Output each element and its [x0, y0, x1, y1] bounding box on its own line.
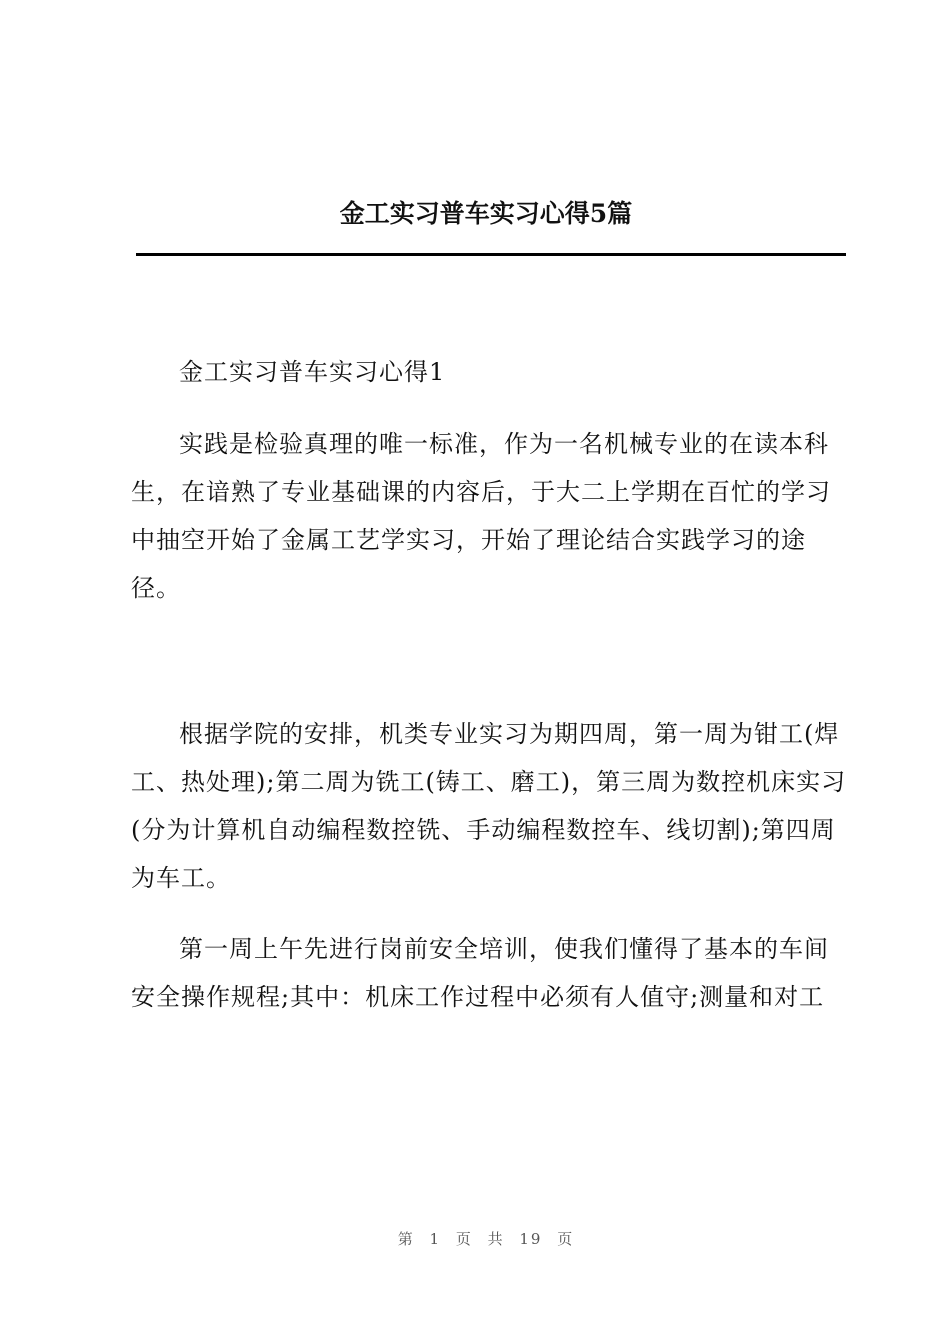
paragraph-1: 实践是检验真理的唯一标准，作为一名机械专业的在读本科生，在谙熟了专业基础课的内容后，于大二上学期在百忙的学习中抽空开始了金属工艺学实习，开始了理论结合实践学习的途径。 [131, 430, 831, 602]
title-underline [136, 253, 846, 256]
paragraph-3: 第一周上午先进行岗前安全培训，使我们懂得了基本的车间安全操作规程;其中：机床工作过程中必须有人值守;测量和对工 [131, 935, 829, 1011]
document-body [131, 348, 851, 1021]
document-title: 金工实习普车实习心得5篇 [339, 199, 633, 228]
page-number-footer: 第 1 页 共 19 页 [397, 1230, 575, 1248]
section-heading: 金工实习普车实习心得1 [179, 358, 446, 386]
spacer [131, 902, 851, 925]
paragraph-2: 根据学院的安排，机类专业实习为期四周，第一周为钳工(焊工、热处理);第二周为铣工(铸工、磨工)，第三周为数控机床实习(分为计算机自动编程数控铣、手动编程数控车、线切割);第四周为车工。 [131, 720, 847, 892]
spacer [131, 612, 851, 710]
spacer [131, 396, 851, 420]
